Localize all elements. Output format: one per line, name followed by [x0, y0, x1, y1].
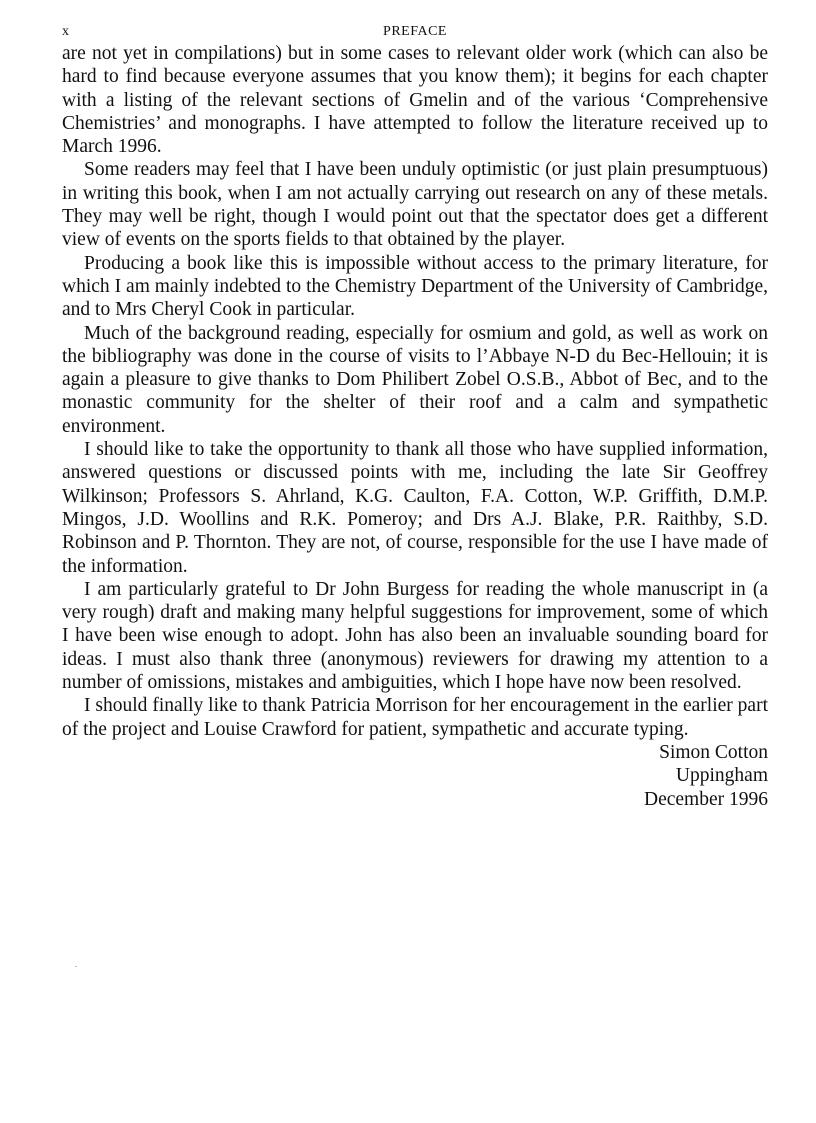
paragraph-acknowledgements: I should like to take the opportunity to thank all those who have supplied information, answered questions or discussed points with me, including the late Sir Geoffrey Wilkinson; Professors S. Ahrland, K.G. Caulton, F.A. Cotton, W.P. Griffith, D.M.P. Mingos, J.D. Woollins and R.K. Pomeroy; and Drs A.J. Blake, P.R. Raithby, S.D. Robinson and P. Thornton. They are not, of course, responsible for the use I have made of the information.: [62, 439, 768, 577]
preface-page: [62, 18, 768, 811]
paragraph-literature-access: Producing a book like this is impossible without access to the primary literature, for which I am mainly indebted to the Chemistry Department of the University of Cambridge, and to Mrs Cheryl Cook in particular.: [62, 252, 768, 321]
author-place: Uppingham: [675, 765, 768, 787]
running-title: PREFACE: [383, 24, 447, 39]
paragraph-continuation: are not yet in compilations) but in some cases to relevant older work (which can also be hard to find because everyone assumes that you know them); it begins for each chapter with a listing of the relevant sections of Gmelin and of the various ‘Comprehensive Chemistries’ and monographs. I have attempted to follow the literature received up to March 1996.: [62, 43, 768, 158]
paragraph-background-reading: Much of the background reading, especially for osmium and gold, as well as work on the bibliography was done in the course of visits to l’Abbaye N-D du Bec-Hellouin; it is again a pleasure to give thanks to Dom Philibert Zobel O.S.B., Abbot of Bec, and to the monastic community for the shelter of their roof and a calm and sympathetic environment.: [62, 322, 768, 437]
running-head: [62, 18, 768, 42]
signature-block: [62, 741, 768, 811]
scan-speck: [75, 966, 77, 967]
signature-date: December 1996: [644, 788, 768, 810]
author-name: Simon Cotton: [659, 741, 768, 763]
paragraph-optimism: Some readers may feel that I have been unduly optimistic (or just plain presumptuous) in writing this book, when I am not actually carrying out research on any of these metals. They may well be right, though I would point out that the spectator does get a different view of events on the sports fields to that obtained by the player.: [62, 159, 768, 251]
preface-body: [62, 42, 768, 741]
paragraph-burgess-thanks: I am particularly grateful to Dr John Burgess for reading the whole manuscript in (a very rough) draft and making many helpful suggestions for improvement, some of which I have been wise enough to adopt. John has also been an invaluable sounding board for ideas. I must also thank three (anonymous) reviewers for drawing my attention to a number of omissions, mistakes and ambiguities, which I hope have now been resolved.: [62, 578, 768, 694]
page-number: x: [62, 24, 70, 39]
paragraph-final-thanks: I should finally like to thank Patricia Morrison for her encouragement in the earlier part of the project and Louise Crawford for patient, sympathetic and accurate typing.: [62, 695, 768, 740]
